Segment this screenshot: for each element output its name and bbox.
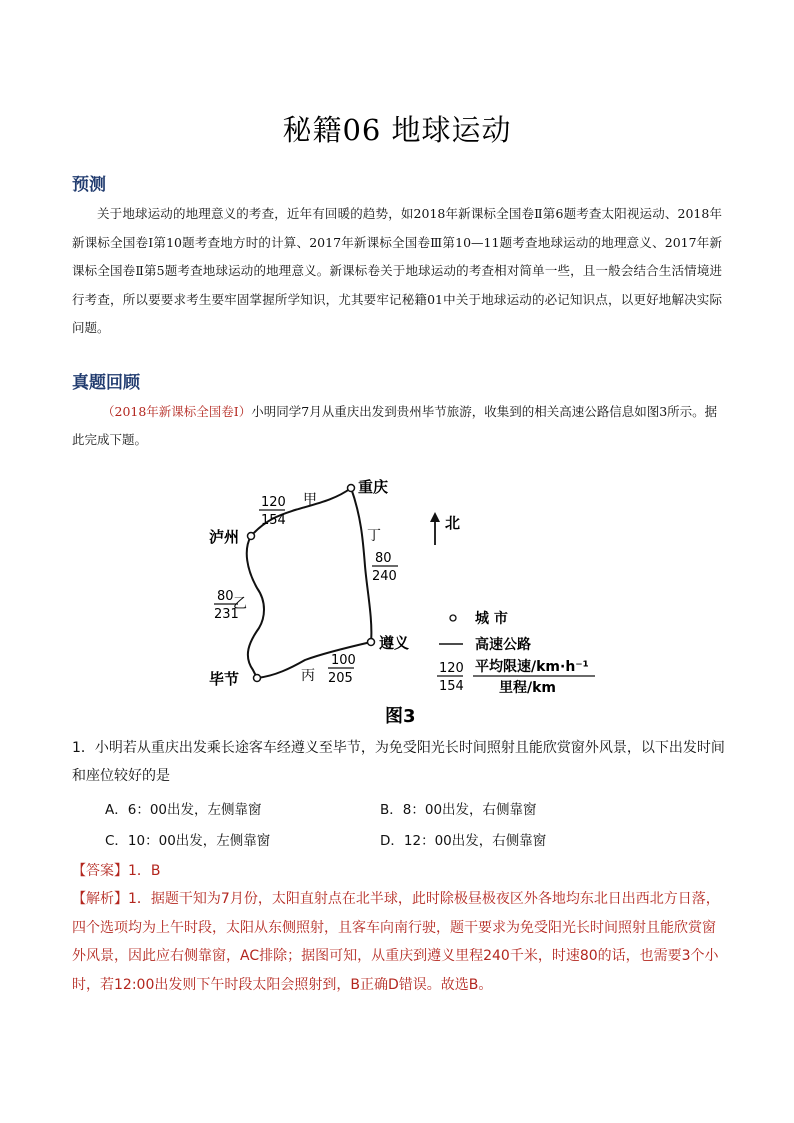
- option-b: B．8：00出发，右侧靠窗: [380, 802, 537, 818]
- road-label-ding: 丁: [367, 528, 381, 544]
- option-a: A．6：00出发，左侧靠窗: [105, 802, 262, 818]
- road-label-bing: 丙: [301, 668, 315, 684]
- seg-jia-distance: 154: [261, 513, 286, 528]
- seg-yi-speed: 80: [217, 589, 234, 604]
- figure-caption: 图3: [385, 706, 416, 727]
- question-stem: 小明若从重庆出发乘长途客车经遵义至毕节，为免受阳光长时间照射且能欣赏窗外风景，以下出发时间和座位较好的是: [72, 740, 725, 784]
- legend-highway-label: 高速公路: [475, 637, 531, 653]
- review-source: （2018年新课标全国卷Ⅰ）: [102, 404, 252, 419]
- seg-bing-distance: 205: [328, 671, 353, 686]
- section-heading-forecast: 预测: [72, 175, 106, 195]
- city-label-bijie: 毕节: [209, 670, 240, 688]
- legend-city-label: 城 市: [475, 611, 508, 627]
- seg-ding-speed: 80: [375, 551, 392, 566]
- road-label-yi: 乙: [233, 596, 247, 612]
- question-1: [72, 734, 732, 790]
- review-paragraph: [72, 398, 722, 454]
- city-marker-bijie: [254, 675, 261, 682]
- seg-yi-distance: 231: [214, 607, 239, 622]
- answer-label: 【答案】: [72, 863, 128, 879]
- legend-dist-example: 154: [439, 679, 464, 694]
- answer-text: 1．B: [128, 863, 161, 879]
- legend-speed-example: 120: [439, 661, 464, 676]
- legend-dist-label: 里程/km: [499, 680, 557, 696]
- review-text: 小明同学7月从重庆出发到贵州毕节旅游，收集到的相关高速公路信息如图3所示。据此完成下题。: [72, 404, 718, 447]
- north-label: 北: [445, 514, 461, 532]
- legend-speed-label: 平均限速/km·h⁻¹: [475, 659, 589, 675]
- answer-line: [72, 860, 161, 880]
- city-label-chongqing: 重庆: [358, 478, 389, 496]
- question-number: 1．: [72, 740, 95, 756]
- legend-city-icon: [450, 615, 456, 621]
- option-d: D．12：00出发，右侧靠窗: [380, 833, 547, 849]
- option-c: C．10：00出发，左侧靠窗: [105, 833, 271, 849]
- seg-jia-speed: 120: [261, 495, 286, 510]
- highway-map-figure: [195, 470, 615, 730]
- city-marker-chongqing: [348, 485, 355, 492]
- city-label-luzhou: 泸州: [209, 528, 240, 546]
- analysis-text: 1．据题干知为7月份，太阳直射点在北半球，此时除极昼极夜区外各地均东北日出西北方日落，四个选项均为上午时段，太阳从东侧照射，且客车向南行驶，题干要求为免受阳光长时间照射且能欣赏窗外风景，因此应右侧靠窗，AC排除；据图可知，从重庆到遵义里程240千米，时速80的话，也需要3个小时，若12:00出发则下午时段太阳会照射到，B正确D错误。故选B。: [72, 891, 720, 993]
- city-marker-luzhou: [248, 533, 255, 540]
- road-label-jia: 甲: [303, 492, 317, 508]
- seg-ding-distance: 240: [372, 569, 397, 584]
- analysis-paragraph: [72, 885, 727, 999]
- analysis-label: 【解析】: [72, 891, 128, 907]
- city-marker-zunyi: [368, 639, 375, 646]
- city-label-zunyi: 遵义: [379, 634, 410, 652]
- north-arrow-icon: [430, 512, 440, 545]
- forecast-paragraph: 关于地球运动的地理意义的考查，近年有回暖的趋势，如2018年新课标全国卷Ⅱ第6题考查太阳视运动、2018年新课标全国卷Ⅰ第10题考查地方时的计算、2017年新课标全国卷Ⅲ第10—11题考查地球运动的地理意义、2017年新课标全国卷Ⅱ第5题考查地球运动的地理意义。新课标卷关于地球运动的考查相对简单一些，且一般会结合生活情境进行考查，所以要要求考生要牢固掌握所学知识，尤其要牢记秘籍01中关于地球运动的必记知识点，以更好地解决实际问题。: [72, 206, 722, 335]
- seg-bing-speed: 100: [331, 653, 356, 668]
- section-heading-review: 真题回顾: [72, 373, 140, 393]
- page-title: 秘籍06 地球运动: [282, 113, 512, 147]
